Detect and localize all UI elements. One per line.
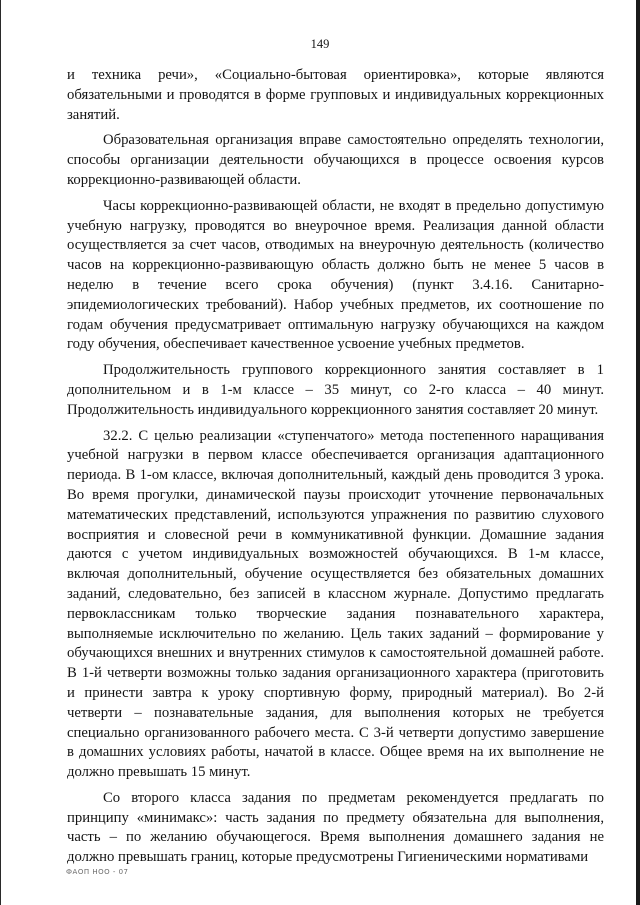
page-number: 149 [310, 37, 330, 51]
paragraph-5: 32.2. С целью реализации «ступенчатого» метода постепенного наращивания учебной нагрузки в первом классе обеспечивается организация адаптационного периода. В 1-ом классе, включая дополнительный, каждый день проводится 3 урока. Во время прогулки, динамической паузы происходит уточнение первоначальных математических представлений, используются упражнения по развитию слухового восприятия и словесной речи в коммуникативной функции. Домашние задания даются с учетом индивидуальных возможностей обучающихся. В 1-м классе, включая дополнительный, обучение осуществляется без обязательных домашних заданий, следовательно, без записей в классном журнале. Допустимо предлагать первоклассникам только творческие задания познавательного характера, выполняемые исключительно по желанию. Цель таких заданий – формирование у обучающихся внешних и внутренних стимулов к самостоятельной домашней работе. В 1-й четверти возможны только задания организационного характера (приготовить и принести завтра к уроку спортивную форму, природный материал). Во 2-й четверти – познавательные задания, для выполнения которых не требуется специально организованного рабочего места. С 3-й четверти допустимо завершение в домашних условиях работы, начатой в классе. Общее время на их выполнение не должно превышать 15 минут. [67, 427, 604, 781]
scan-edge-left [0, 0, 1, 905]
paragraph-6: Со второго класса задания по предметам рекомендуется предлагать по принципу «минимакс»: часть задания по предмету обязательна для выполнения, часть – по желанию обучающегося. Время выполнения домашнего задания не должно превышать границ, которые предусмотрены Гигиеническими нормативами [67, 789, 604, 866]
document-body [67, 66, 604, 868]
footer-mark: ФАОП НОО - 07 [66, 868, 129, 876]
paragraph-3: Часы коррекционно-развивающей области, не входят в предельно допустимую учебную нагрузку, проводятся во внеурочное время. Реализация данной области осуществляется за счет часов, отводимых на внеурочную деятельность (количество часов на коррекционно-развивающую область должно быть не менее 5 часов в неделю в течение всего срока обучения) (пункт 3.4.16. Санитарно-эпидемиологических требований). Набор учебных предметов, их соотношение по годам обучения предусматривает оптимальную нагрузку обучающихся на каждом году обучения, обеспечивает качественное усвоение учебных предметов. [67, 197, 604, 353]
scan-edge-right [636, 0, 640, 905]
paragraph-1: и техника речи», «Социально-бытовая ориентировка», которые являются обязательными и проводятся в форме групповых и индивидуальных коррекционных занятий. [67, 67, 604, 123]
paragraph-4: Продолжительность группового коррекционного занятия составляет в 1 дополнительном и в 1-м классе – 35 минут, со 2-го класса – 40 минут. Продолжительность индивидуального коррекционного занятия составляет 20 минут. [67, 362, 604, 418]
paragraph-2: Образовательная организация вправе самостоятельно определять технологии, способы организации деятельности обучающихся в процессе освоения курсов коррекционно-развивающей области. [67, 132, 604, 188]
